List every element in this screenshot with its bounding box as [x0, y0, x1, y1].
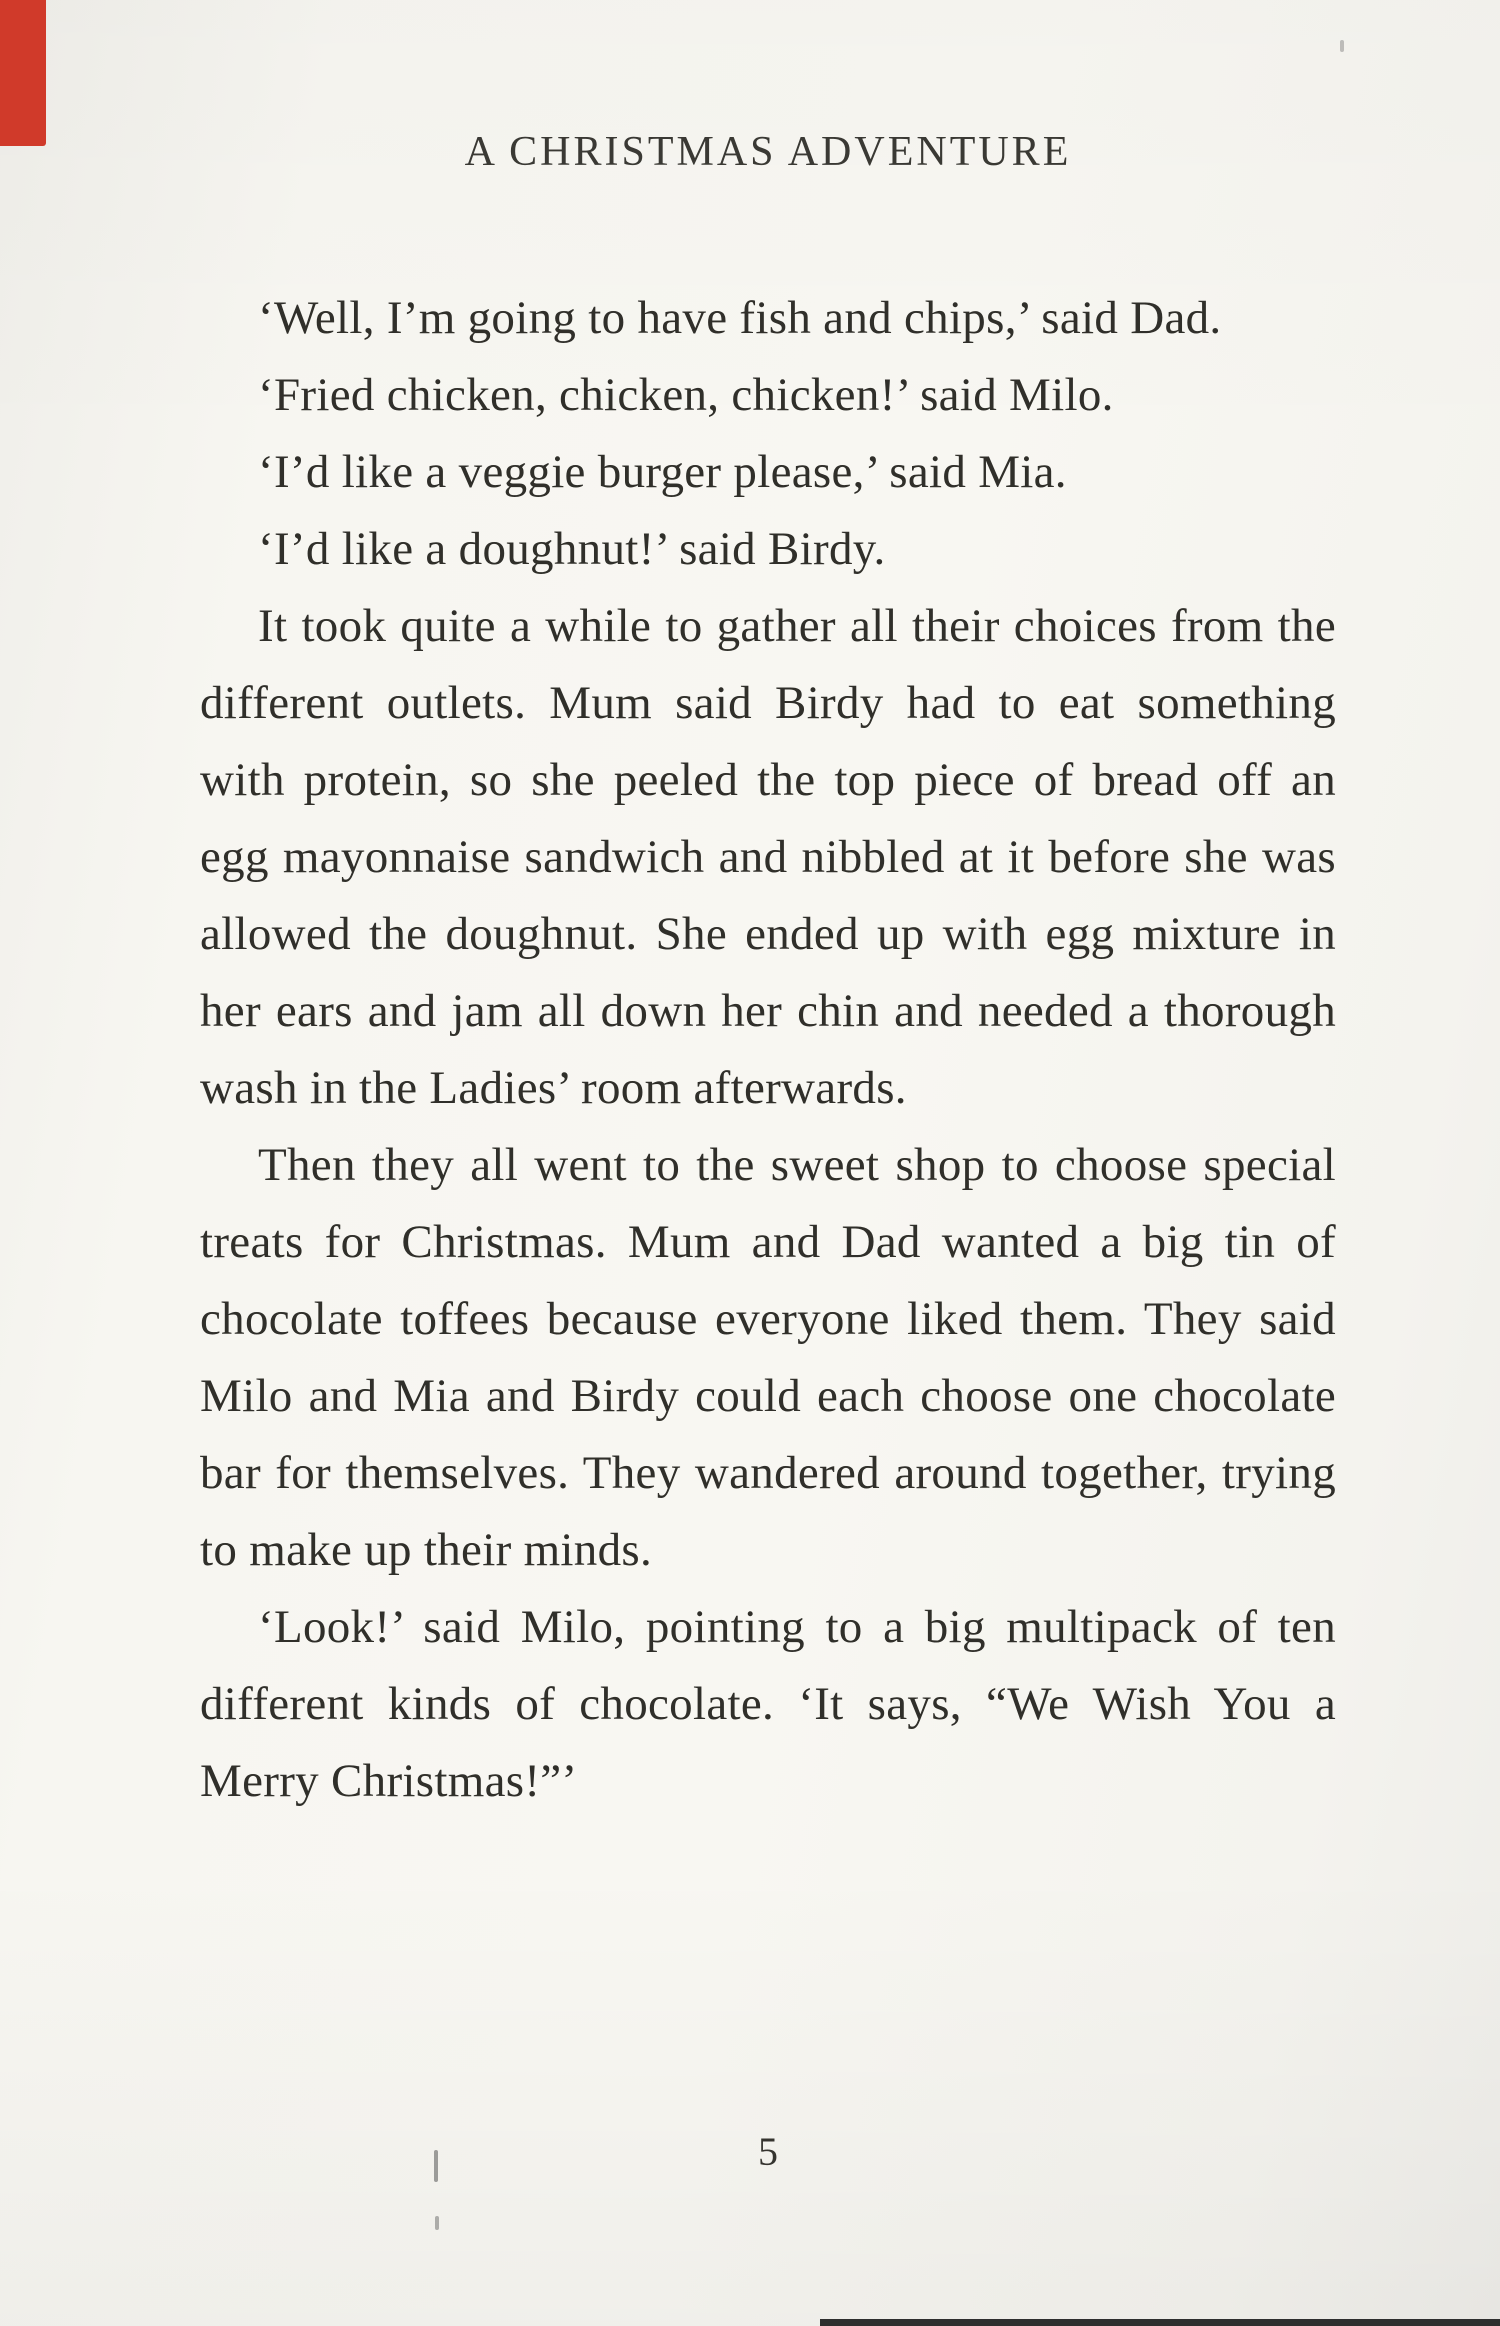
dialogue-paragraph: ‘I’d like a veggie burger please,’ said Mia. — [258, 446, 1067, 498]
narrative-paragraph: Then they all went to the sweet shop to choose special treats for Christmas. Mum and Dad wanted a big tin of chocolate toffees because everyone liked them. They said Milo and Mia and Birdy could each choose one chocolate bar for themselves. They wandered around together, trying to make up their minds. — [200, 1139, 1336, 1576]
narrative-paragraph: It took quite a while to gather all their choices from the different outlets. Mum said Birdy had to eat something with protein, so she peeled the top piece of bread off an egg mayonnaise sandwich and nibbled at it before she was allowed the doughnut. She ended up with egg mixture in her ears and jam all down her chin and needed a thorough wash in the Ladies’ room afterwards. — [200, 600, 1336, 1114]
scan-artifact — [435, 2216, 439, 2230]
page-number: 5 — [758, 2129, 778, 2174]
dialogue-paragraph: ‘I’d like a doughnut!’ said Birdy. — [258, 523, 886, 575]
body-text — [200, 280, 1336, 1820]
scan-artifact — [1340, 40, 1344, 52]
dialogue-paragraph: ‘Fried chicken, chicken, chicken!’ said Milo. — [258, 369, 1114, 421]
page-content — [200, 0, 1336, 1820]
scan-edge-shadow — [820, 2319, 1500, 2326]
dialogue-paragraph: ‘Look!’ said Milo, pointing to a big multipack of ten different kinds of chocolate. ‘It says, “We Wish You a Merry Christmas!”’ — [200, 1601, 1336, 1807]
scan-artifact — [434, 2150, 438, 2182]
book-cover-edge — [0, 0, 46, 146]
dialogue-paragraph: ‘Well, I’m going to have fish and chips,’ said Dad. — [258, 292, 1222, 344]
chapter-header: A CHRISTMAS ADVENTURE — [464, 129, 1072, 175]
